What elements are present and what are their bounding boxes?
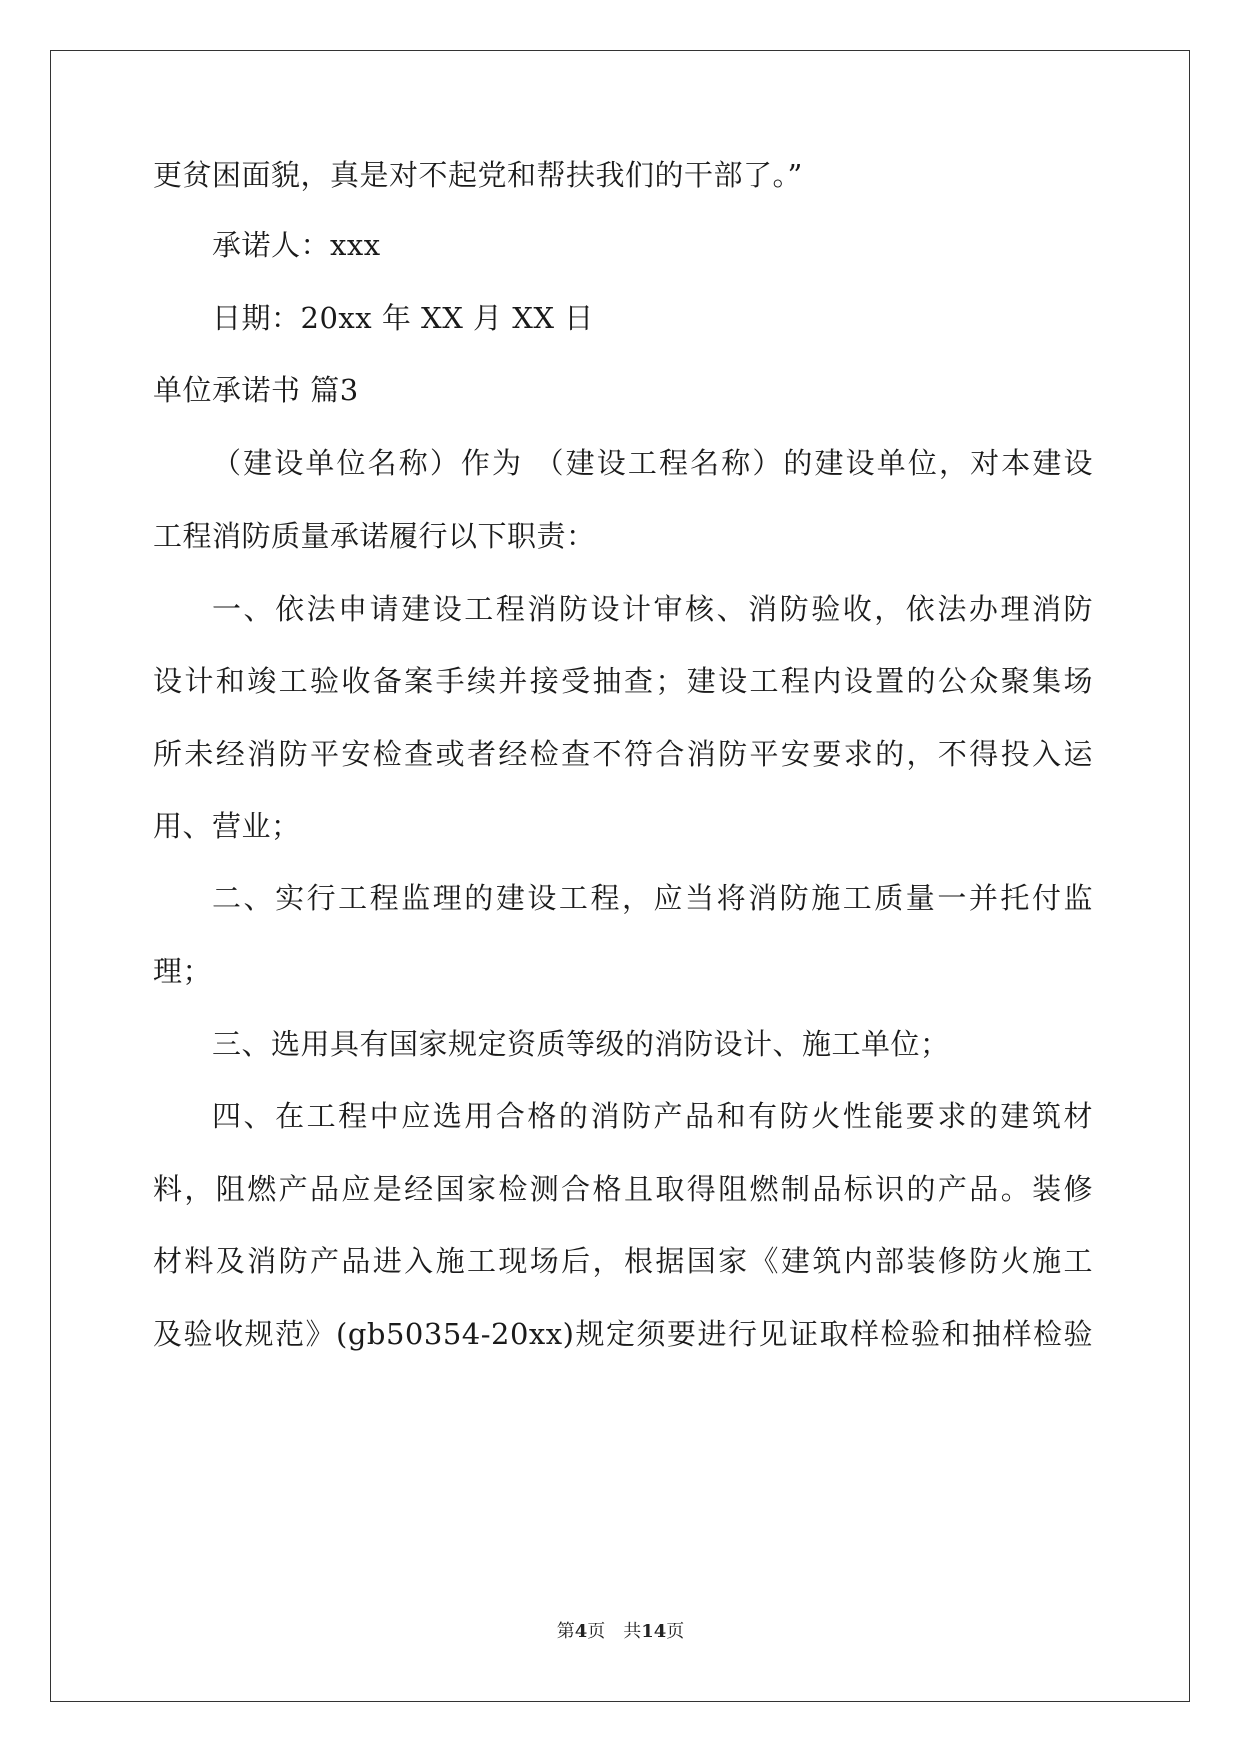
text-line: 设计和竣工验收备案手续并接受抽查；建设工程内设置的公众聚集场: [153, 664, 1093, 698]
text-line: 理；: [153, 954, 213, 988]
text-line: （建设单位名称）作为 （建设工程名称）的建设单位，对本建设: [212, 446, 1093, 480]
total-prefix: 共: [623, 1621, 642, 1642]
total-suffix: 页: [666, 1621, 685, 1642]
text-line: 工程消防质量承诺履行以下职责：: [153, 519, 596, 553]
page-footer: [0, 1620, 1241, 1644]
text-line: 用、营业；: [153, 809, 301, 843]
text-line: 三、选用具有国家规定资质等级的消防设计、施工单位；: [212, 1027, 950, 1061]
section-heading: 单位承诺书 篇3: [153, 373, 359, 407]
page-suffix: 页: [587, 1621, 606, 1642]
text-line: 材料及消防产品进入施工现场后，根据国家《建筑内部装修防火施工: [153, 1244, 1093, 1278]
text-line: 一、依法申请建设工程消防设计审核、消防验收，依法办理消防: [212, 592, 1093, 626]
text-line: 四、在工程中应选用合格的消防产品和有防火性能要求的建筑材: [212, 1099, 1093, 1133]
page-total: 14: [641, 1621, 667, 1642]
text-line: 及验收规范》(gb50354-20xx)规定须要进行见证取样检验和抽样检验: [153, 1317, 1093, 1351]
page-prefix: 第: [556, 1621, 575, 1642]
signatory-line: 承诺人：xxx: [212, 228, 381, 262]
text-line: 更贫困面貌，真是对不起党和帮扶我们的干部了。”: [153, 158, 803, 192]
text-line: 料，阻燃产品应是经国家检测合格且取得阻燃制品标识的产品。装修: [153, 1172, 1093, 1206]
text-line: 二、实行工程监理的建设工程，应当将消防施工质量一并托付监: [212, 881, 1093, 915]
text-line: 所未经消防平安检查或者经检查不符合消防平安要求的，不得投入运: [153, 737, 1093, 771]
page-number: 4: [574, 1621, 588, 1642]
date-line: 日期：20xx 年 XX 月 XX 日: [212, 301, 594, 335]
